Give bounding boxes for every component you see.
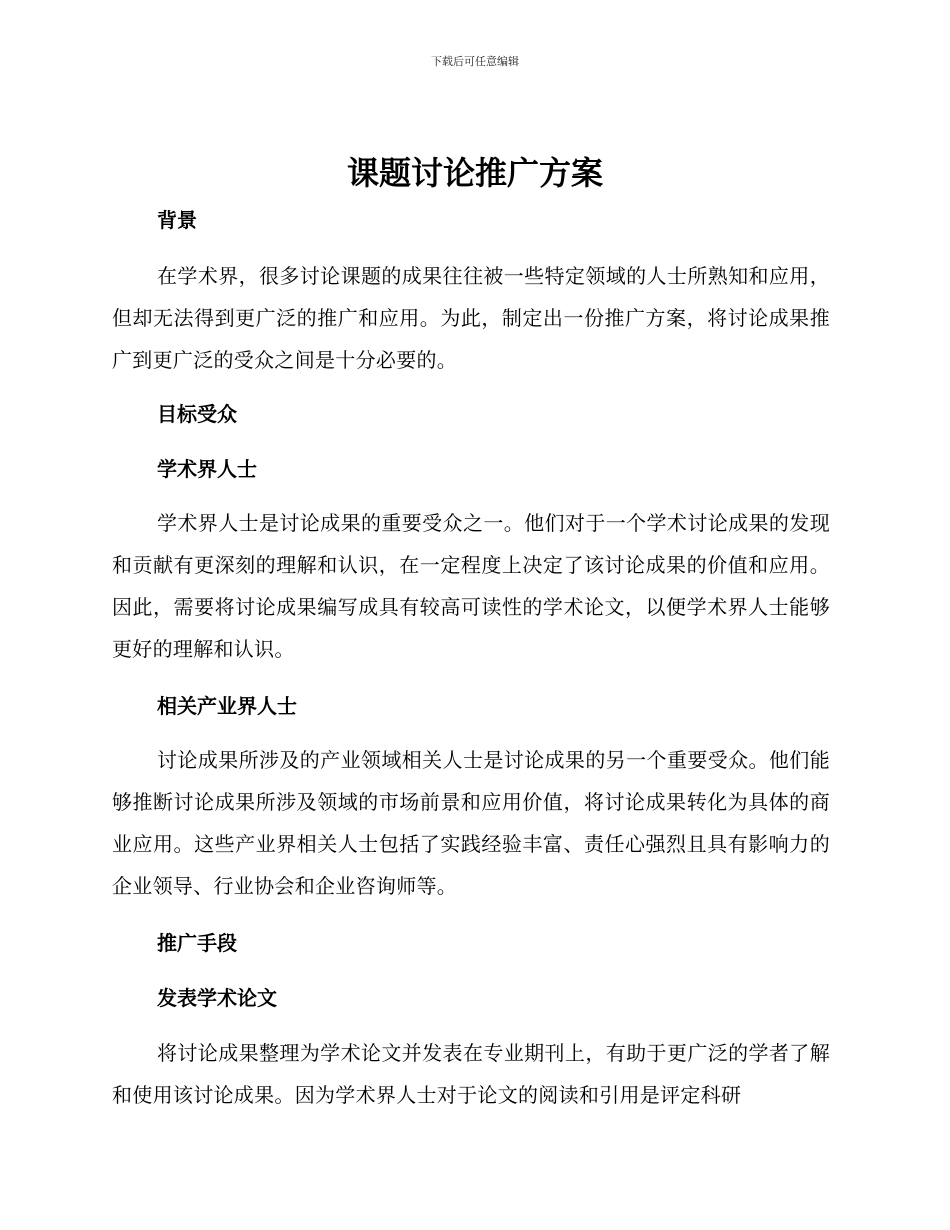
section-heading-promotion-methods: 推广手段 — [157, 931, 237, 955]
subheading-industry: 相关产业界人士 — [157, 694, 297, 718]
subheading-publish-papers: 发表学术论文 — [157, 986, 277, 1010]
paragraph-academics: 学术界人士是讨论成果的重要受众之一。他们对于一个学术讨论成果的发现和贡献有更深刻的理解和认识，在一定程度上决定了该讨论成果的价值和应用。因此，需要将讨论成果编写成具有较高可读性的学术论文，以便学术界人士能够更好的理解和认识。 — [112, 511, 830, 661]
page-header-note: 下载后可任意编辑 — [431, 55, 519, 68]
subheading-academics: 学术界人士 — [157, 457, 257, 481]
paragraph-industry: 讨论成果所涉及的产业领域相关人士是讨论成果的另一个重要受众。他们能够推断讨论成果所涉及领域的市场前景和应用价值，将讨论成果转化为具体的商业应用。这些产业界相关人士包括了实践经验丰富、责任心强烈且具有影响力的企业领导、行业协会和企业咨询师等。 — [112, 748, 830, 898]
section-heading-target-audience: 目标受众 — [157, 402, 237, 426]
paragraph-publish-papers: 将讨论成果整理为学术论文并发表在专业期刊上，有助于更广泛的学者了解和使用该讨论成果。因为学术界人士对于论文的阅读和引用是评定科研 — [112, 1041, 830, 1107]
section-heading-background: 背景 — [157, 208, 197, 232]
document-title: 课题讨论推广方案 — [346, 154, 603, 192]
paragraph-background: 在学术界，很多讨论课题的成果往往被一些特定领域的人士所熟知和应用，但却无法得到更广泛的推广和应用。为此，制定出一份推广方案，将讨论成果推广到更广泛的受众之间是十分必要的。 — [112, 264, 830, 372]
